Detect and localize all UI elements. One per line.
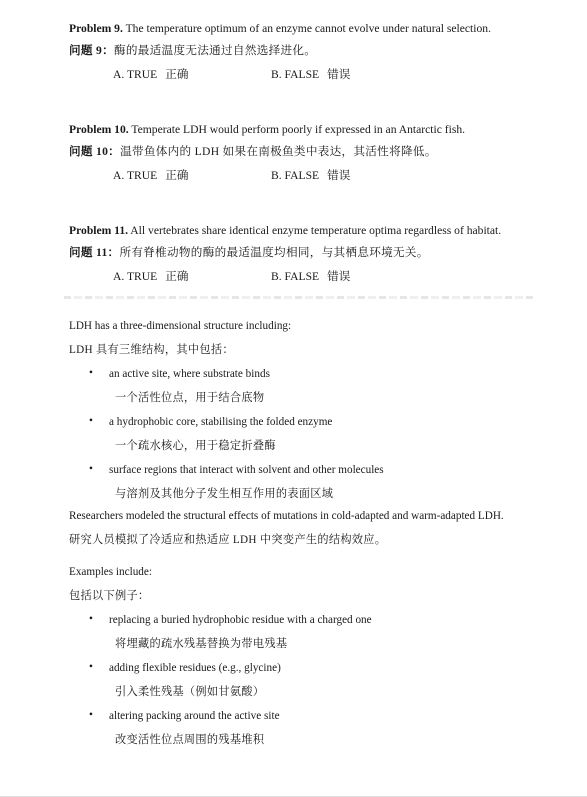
problem-10-label-zh: 问题 10： (69, 145, 121, 158)
bullet-icon: • (89, 415, 93, 427)
bullet-text: an active site, where substrate binds (109, 368, 270, 380)
option-label: B. FALSE (271, 68, 320, 81)
option-label: B. FALSE (271, 270, 320, 283)
bullet-text-zh: 一个活性位点，用于结合底物 (115, 392, 265, 404)
option-label: A. TRUE (113, 270, 158, 283)
passage (69, 319, 539, 748)
bullet-icon: • (89, 709, 93, 721)
bullet-text-zh: 将埋藏的疏水残基替换为带电残基 (115, 638, 288, 650)
problem-9-option-true[interactable] (113, 66, 188, 82)
problem-10-question-zh (69, 144, 549, 159)
examples-intro-zh: 包括以下例子： (69, 590, 150, 602)
bullet-icon: • (89, 463, 93, 475)
problem-11-option-false[interactable] (271, 268, 350, 284)
problem-10-label: Problem 10. (69, 123, 129, 136)
bullet-icon: • (89, 613, 93, 625)
bullet-text-zh: 与溶剂及其他分子发生相互作用的表面区域 (115, 488, 334, 500)
bullet-icon: • (89, 367, 93, 379)
problem-9-text-zh: 酶的最适温度无法通过自然选择进化。 (113, 44, 317, 57)
option-label-zh: 错误 (327, 169, 351, 182)
problem-10-options (69, 167, 549, 183)
problem-11-label-zh: 问题 11： (69, 246, 120, 259)
option-label-zh: 正确 (165, 68, 189, 81)
bullet-text: replacing a buried hydrophobic residue with a charged one (109, 614, 372, 626)
problem-11 (69, 223, 549, 284)
problem-10-text: Temperate LDH would perform poorly if expressed in an Antarctic fish. (128, 123, 466, 136)
problem-11-text-zh: 所有脊椎动物的酶的最适温度均相同，与其栖息环境无关。 (119, 246, 429, 259)
bullet-text: a hydrophobic core, stabilising the folded enzyme (109, 416, 333, 428)
structure-bullet (69, 463, 539, 502)
problem-9-text: The temperature optimum of an enzyme cannot evolve under natural selection. (122, 22, 491, 35)
problem-11-option-true[interactable] (113, 268, 188, 284)
research-paragraph-zh: 研究人员模拟了冷适应和热适应 LDH 中突变产生的结构效应。 (69, 534, 387, 546)
bullet-text-zh: 一个疏水核心，用于稳定折叠酶 (115, 440, 276, 452)
bullet-text-zh: 改变活性位点周围的残基堆积 (115, 734, 265, 746)
option-label-zh: 正确 (165, 169, 189, 182)
section-divider (64, 296, 534, 299)
problem-11-text: All vertebrates share identical enzyme temperature optima regardless of habitat. (128, 224, 502, 237)
problem-9-question-zh (69, 43, 549, 58)
problem-11-question (69, 223, 549, 238)
bullet-text: adding flexible residues (e.g., glycine) (109, 662, 281, 674)
example-bullet (69, 613, 539, 652)
example-bullet (69, 661, 539, 700)
problem-10-option-true[interactable] (113, 167, 188, 183)
option-label: A. TRUE (113, 169, 158, 182)
option-label-zh: 正确 (165, 270, 189, 283)
bullet-icon: • (89, 661, 93, 673)
problem-10-text-zh: 温带鱼体内的 LDH 如果在南极鱼类中表达，其活性将降低。 (120, 145, 437, 158)
structure-intro: LDH has a three-dimensional structure including: (69, 320, 292, 332)
problem-11-options (69, 268, 549, 284)
problem-11-question-zh (69, 245, 549, 260)
option-label: A. TRUE (113, 68, 158, 81)
problem-10 (69, 122, 549, 183)
structure-bullet (69, 415, 539, 454)
bullet-text-zh: 引入柔性残基（例如甘氨酸） (115, 686, 265, 698)
problem-10-question (69, 122, 549, 137)
problem-9-label-zh: 问题 9： (69, 44, 114, 57)
problem-9-options (69, 66, 549, 82)
examples-intro: Examples include: (69, 566, 152, 578)
problem-9-question (69, 21, 549, 36)
structure-bullet (69, 367, 539, 406)
bullet-text: altering packing around the active site (109, 710, 280, 722)
example-bullet (69, 709, 539, 748)
option-label-zh: 错误 (327, 68, 351, 81)
problem-9-option-false[interactable] (271, 66, 350, 82)
problem-11-label: Problem 11. (69, 224, 129, 237)
option-label: B. FALSE (271, 169, 320, 182)
research-paragraph: Researchers modeled the structural effects of mutations in cold-adapted and warm-adapted LDH. (69, 510, 504, 522)
problem-9-label: Problem 9. (69, 22, 123, 35)
bullet-text: surface regions that interact with solvent and other molecules (109, 464, 384, 476)
problem-10-option-false[interactable] (271, 167, 350, 183)
option-label-zh: 错误 (327, 270, 351, 283)
problem-9 (69, 21, 549, 82)
structure-intro-zh: LDH 具有三维结构，其中包括： (69, 344, 234, 356)
